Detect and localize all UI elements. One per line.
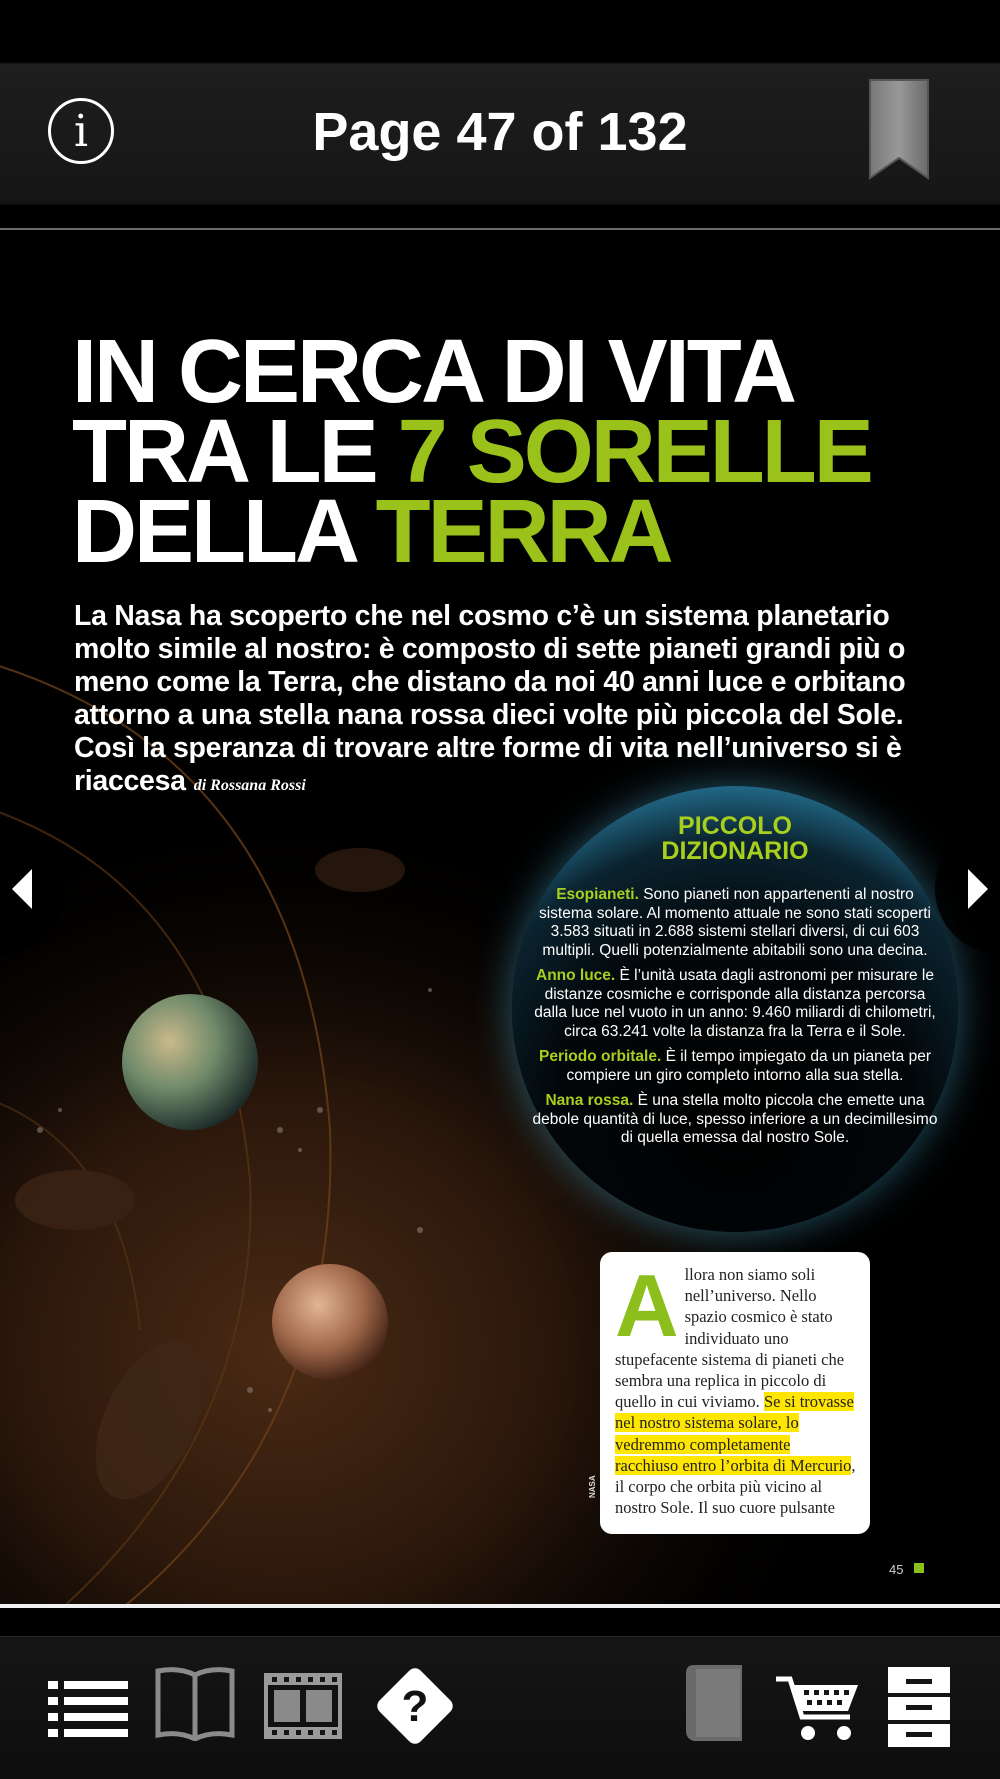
dictionary-term: Esopianeti. <box>556 886 639 903</box>
list-icon[interactable] <box>48 1679 128 1737</box>
dictionary-entry <box>530 1092 940 1148</box>
next-page-button[interactable] <box>934 824 1000 954</box>
info-icon: i <box>73 105 89 157</box>
svg-text:?: ? <box>401 1682 429 1731</box>
headline-line-2-white: TRA LE <box>72 402 398 502</box>
shopping-cart-icon[interactable] <box>774 1673 860 1743</box>
drop-cap: A <box>615 1256 679 1355</box>
open-book-icon[interactable] <box>154 1665 236 1741</box>
dictionary-entry <box>530 1048 940 1085</box>
article-text-box <box>600 1252 870 1534</box>
page-number: 45 <box>889 1562 904 1577</box>
dictionary-circle <box>512 786 958 1232</box>
dictionary-definition: È una stella molto piccola che emette una debole quantità di luce, spesso inferiore a un decimillesimo di quella emessa dal nostro Sole. <box>532 1092 938 1146</box>
dictionary-entry <box>530 886 940 960</box>
highlighted-text[interactable]: Se si trovasse nel nostro sistema solare, lo vedremmo completamente racchiuso entro l’orbita di Mercurio <box>615 1392 854 1475</box>
filing-cabinet-icon[interactable] <box>886 1665 952 1749</box>
dictionary-title <box>512 814 958 864</box>
lead-paragraph <box>74 600 954 802</box>
article-text: llora non siamo soli nell’universo. Nello spazio cosmico è stato individuato uno stupefacente sistema di pianeti che sembra una replica in piccolo di quello in cui viviamo. <box>615 1265 845 1412</box>
dictionary-definition: Sono pianeti non appartenenti al nostro sistema solare. Al momento attuale ne sono stati scoperti 3.583 situati in 2.688 sistemi stellari diversi, di cui 603 multipli. Quelli potenzialmente abitabili sono una decina. <box>538 886 931 959</box>
magazine-page <box>0 228 1000 1608</box>
top-bar <box>0 0 1000 205</box>
dictionary-title-line-1: PICCOLO <box>678 812 792 840</box>
headline-line-3-green: TERRA <box>375 482 671 582</box>
byline: di Rossana Rossi <box>193 777 306 794</box>
help-icon[interactable] <box>370 1661 460 1751</box>
headline-line-3-white: DELLA <box>72 482 376 582</box>
dictionary-entry <box>530 967 940 1041</box>
info-button[interactable] <box>48 98 114 164</box>
previous-page-button[interactable] <box>0 824 66 954</box>
dictionary-body <box>530 886 940 1155</box>
article-text-end: , il corpo che orbita più vicino al nostro Sole. Il suo cuore pulsante <box>615 1455 856 1518</box>
dictionary-definition: È l’unità usata dagli astronomi per misurare le distanze cosmiche e corrisponde alla distanza percorsa dalla luce nel vuoto in un anno: 9.460 miliardi di chilometri, circa 63.241 volte la distanza fra la Terra e il Sole. <box>534 967 936 1040</box>
film-strip-icon[interactable] <box>264 1673 342 1739</box>
dictionary-definition: È il tempo impiegato da un pianeta per compiere un giro completo intorno alla sua stella. <box>566 1048 931 1084</box>
closed-book-icon[interactable] <box>684 1661 746 1745</box>
bottom-toolbar <box>0 1636 1000 1779</box>
page-number-marker <box>914 1563 924 1573</box>
page-counter: Page 47 of 132 <box>312 102 688 162</box>
headline-line-2-green: 7 SORELLE <box>397 402 871 502</box>
dictionary-title-line-2: DIZIONARIO <box>661 837 809 865</box>
headline-line-1: IN CERCA DI VITA <box>72 322 795 422</box>
lead-text: La Nasa ha scoperto che nel cosmo c’è un sistema planetario molto simile al nostro: è composto di sette pianeti grandi più o meno come la Terra, che distano da noi 40 anni luce e orbitano attorno a una stella nana rossa dieci volte più piccola del Sole. Così la speranza di trovare altre forme di vita nell’universo si è riaccesa <box>74 600 906 797</box>
dictionary-term: Nana rossa. <box>545 1092 634 1109</box>
bookmark-icon[interactable] <box>868 78 930 182</box>
photo-credit: NASA <box>588 1475 597 1498</box>
dictionary-term: Periodo orbitale. <box>538 1048 662 1065</box>
headline <box>72 322 871 582</box>
dictionary-term: Anno luce. <box>536 967 616 984</box>
